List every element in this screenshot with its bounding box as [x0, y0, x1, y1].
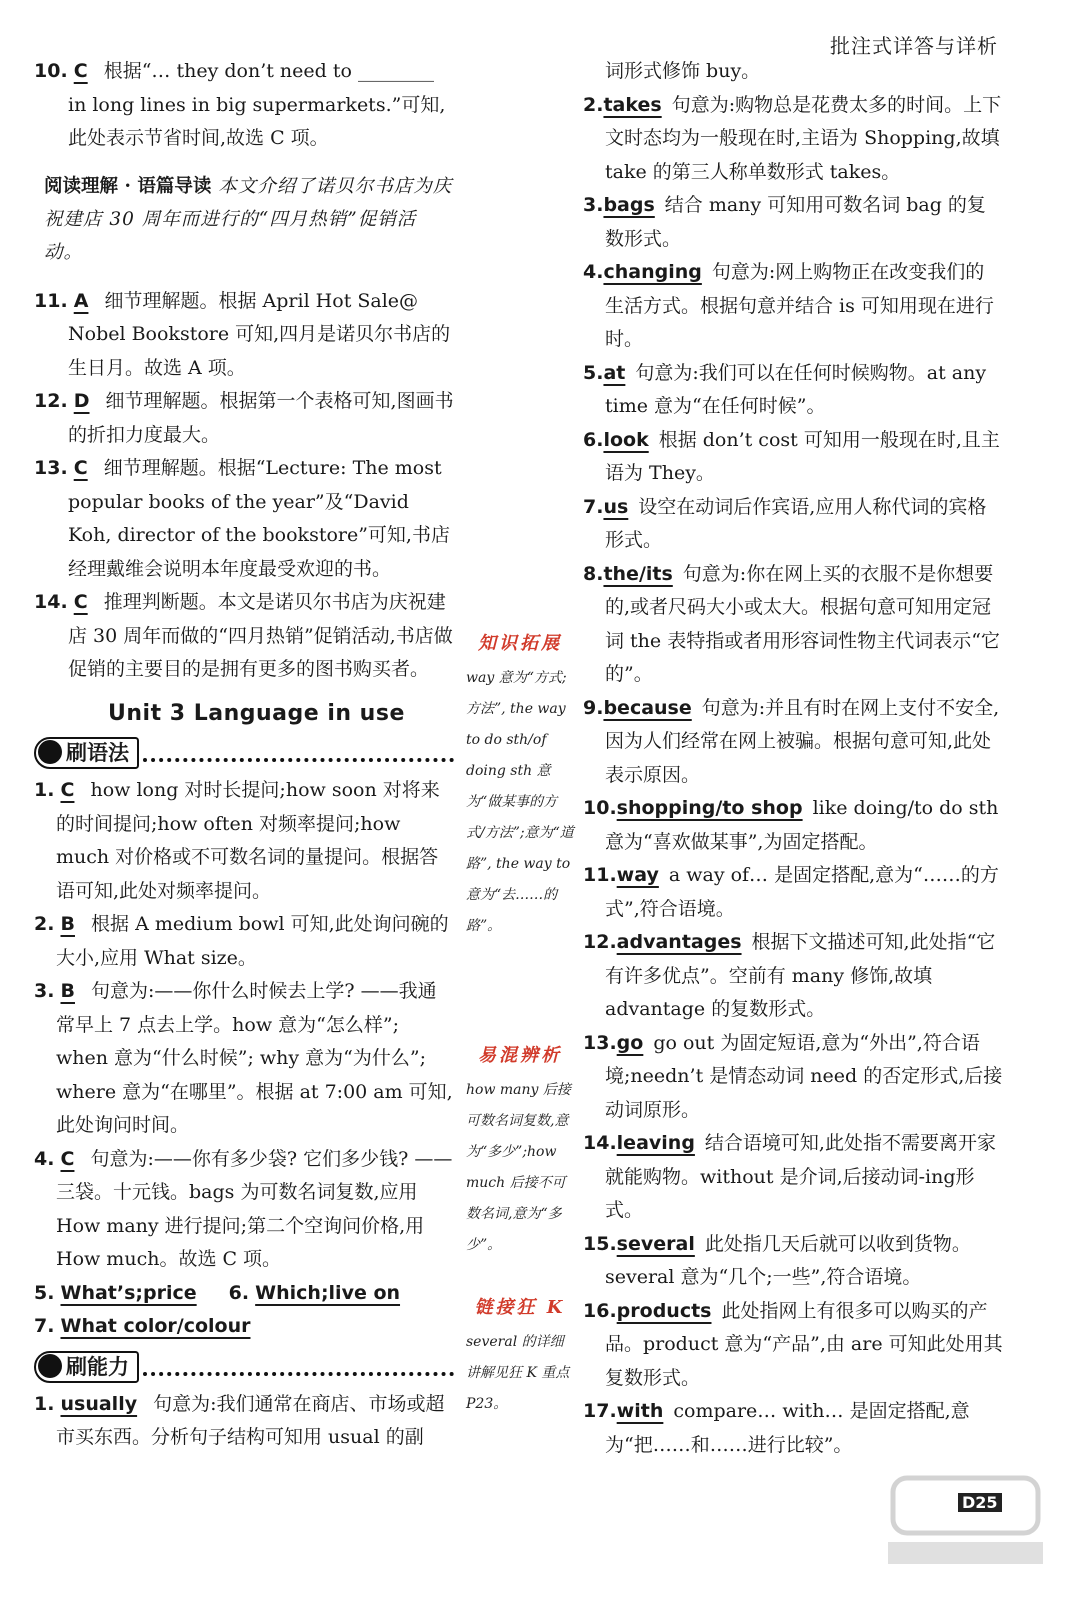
- item-explanation: how long 对时长提问;how soon 对将来的时间提问;how often 对频率提问;how much 对价格或不可数名词的量提问。根据答语可知,此处对频率提问。: [56, 779, 440, 902]
- unit-title: Unit 3 Language in use: [108, 700, 405, 726]
- item-answer: products: [616, 1299, 712, 1322]
- answer-item: [583, 558, 1003, 692]
- item-number: 1.: [34, 779, 55, 801]
- section-title: 刷语法: [66, 741, 129, 765]
- answer-item: [583, 89, 1003, 190]
- answer-item: [34, 908, 454, 975]
- item-number: 6.: [228, 1281, 250, 1304]
- answer-item: [583, 424, 1003, 491]
- answer-item: [583, 1395, 1003, 1462]
- answer-item: [34, 1277, 207, 1311]
- item-answer: D: [73, 390, 90, 412]
- answer-item: [583, 1127, 1003, 1228]
- item-explanation: 句意为:你在网上买的衣服不是你想要的,或者尺码大小或太大。根据句意可知用定冠词 the 表特指或者用形容词性物主代词表示“它的”。: [605, 562, 1000, 685]
- item-explanation: 句意为:——你有多少袋? 它们多少钱? ——三袋。十元钱。bags 为可数名词复数,应用 How many 进行提问;第二个空询问价格,用 How much。故选 C 项。: [56, 1147, 453, 1270]
- item-explanation: 根据“… they don’t need to ________ in long lines in big supermarkets.”可知,此处表示节省时间,故选 C 项。: [68, 60, 446, 149]
- brush-icon: [38, 740, 62, 764]
- section-badge: [34, 1351, 139, 1383]
- item-answer: shopping/to shop: [616, 797, 803, 819]
- section-header-grammar: [34, 736, 454, 770]
- answer-item: [229, 1277, 410, 1311]
- item-number: 9.: [583, 696, 604, 719]
- answer-item: [34, 385, 454, 452]
- item-number: 4.: [34, 1147, 55, 1170]
- passage-guide: [44, 170, 454, 269]
- item-number: 10.: [583, 797, 617, 819]
- item-answer: B: [60, 980, 75, 1002]
- item-number: 10.: [34, 60, 68, 82]
- answer-item: [34, 774, 454, 908]
- watermark-logo: [883, 1470, 1048, 1570]
- answer-item: [34, 1388, 454, 1455]
- item-answer: C: [73, 60, 88, 82]
- item-answer: B: [60, 913, 75, 935]
- item-answer: C: [73, 457, 88, 479]
- item-explanation: 根据 don’t cost 可知用一般现在时,且主语为 They。: [605, 428, 1000, 484]
- answer-item: [583, 1027, 1003, 1128]
- answer-item: [34, 452, 454, 586]
- item-explanation: like doing/to do sth 意为“喜欢做某事”,为固定搭配。: [605, 797, 999, 853]
- side-note-title: 易混辨析: [478, 1045, 562, 1066]
- item-explanation: 根据 A medium bowl 可知,此处询问碗的大小,应用 What size。: [56, 913, 449, 969]
- side-note-text: several 的详细讲解见狂 K 重点 P23。: [466, 1334, 570, 1412]
- item-number: 13.: [34, 457, 68, 479]
- item-answer: A: [73, 289, 89, 312]
- side-note-text: how many 后接可数名词复数,意为“多少”;how much 后接不可数名词,意为“多少”。: [466, 1082, 571, 1253]
- answer-item: [583, 1228, 1003, 1295]
- answer-item: [583, 1295, 1003, 1396]
- answer-item: [583, 792, 1003, 859]
- item-explanation: 根据下文描述可知,此处指“它有许多优点”。空前有 many 修饰,故填 advantage 的复数形式。: [605, 931, 996, 1020]
- dotted-rule: [143, 744, 454, 762]
- answer-item: [34, 55, 454, 156]
- item-answer: usually: [60, 1392, 138, 1415]
- item-explanation: 句意为:我们可以在任何时候购物。at any time 意为“在任何时候”。: [605, 361, 987, 417]
- section-header-ability: [34, 1350, 454, 1384]
- item-number: 14.: [34, 591, 68, 613]
- side-note-knowledge: [466, 628, 574, 942]
- answer-item: [583, 256, 1003, 357]
- answer-row: [34, 1277, 454, 1311]
- item-answer: What’s;price: [60, 1281, 197, 1304]
- item-answer: several: [616, 1232, 695, 1255]
- side-note-text: way 意为“方式;方法”, the way to do sth/of doing sth 意为“做某事的方式/方法”;意为“道路”, the way to 意为“去……的路”。: [466, 670, 574, 934]
- item-number: 5.: [583, 361, 604, 384]
- item-explanation: go out 为固定短语,意为“外出”,符合语境;needn’t 是情态动词 need 的否定形式,后接动词原形。: [605, 1031, 1003, 1121]
- item-number: 2.: [583, 93, 604, 116]
- item-explanation: 推理判断题。本文是诺贝尔书店为庆祝建店 30 周年而做的“四月热销”促销活动,书店做促销的主要目的是拥有更多的图书购买者。: [68, 591, 453, 680]
- item-answer: because: [603, 696, 692, 719]
- item-answer: look: [603, 428, 649, 451]
- item-answer: bags: [603, 194, 655, 216]
- item-explanation: 句意为:并且有时在网上支付不安全,因为人们经常在网上被骗。根据句意可知,此处表示原因。: [605, 696, 1000, 786]
- passage-label: 阅读理解 · 语篇导读: [44, 175, 212, 197]
- item-number: 7.: [34, 1315, 55, 1337]
- answer-item: [583, 926, 1003, 1027]
- item-number: 12.: [34, 390, 68, 412]
- section-title: 刷能力: [66, 1354, 129, 1379]
- item-number: 6.: [583, 428, 604, 451]
- item-answer: advantages: [616, 931, 742, 953]
- item-number: 1.: [34, 1392, 55, 1415]
- page-number: D25: [958, 1493, 1002, 1512]
- item-explanation: 结合语境可知,此处指不需要离开家就能购物。without 是介词,后接动词-ing形式。: [605, 1132, 996, 1221]
- side-note-link: [466, 1292, 574, 1420]
- item-explanation: 细节理解题。根据“Lecture: The most popular books of the year”及“David Koh, director of the bookstore”可知,书店经理戴维会说明本年度最受欢迎的书。: [68, 457, 450, 580]
- item-number: 16.: [583, 1299, 617, 1322]
- item-answer: changing: [603, 261, 702, 283]
- item-number: 7.: [583, 495, 604, 518]
- side-note-title: 链接狂 K: [474, 1297, 566, 1318]
- answer-item: [34, 1143, 454, 1277]
- item-answer: with: [616, 1400, 664, 1422]
- item-number: 12.: [583, 931, 617, 953]
- answer-item: [34, 285, 454, 386]
- item-explanation: compare… with… 是固定搭配,意为“把……和……进行比较”。: [605, 1400, 970, 1456]
- left-column: [34, 55, 454, 1455]
- item-number: 8.: [583, 562, 604, 585]
- side-note-title: 知识拓展: [478, 633, 562, 654]
- answer-item: [34, 586, 454, 687]
- answer-item: [583, 692, 1003, 793]
- item-number: 15.: [583, 1232, 617, 1255]
- item-answer: at: [603, 361, 626, 384]
- item-number: 4.: [583, 261, 604, 283]
- item-explanation: 细节理解题。根据第一个表格可知,图画书的折扣力度最大。: [68, 390, 454, 446]
- item-number: 3.: [583, 194, 604, 216]
- answer-item: [34, 975, 454, 1143]
- item-answer: takes: [603, 93, 662, 116]
- item-answer: way: [616, 864, 659, 886]
- side-note-confusion: [466, 1040, 574, 1261]
- item-explanation: 句意为:我们通常在商店、市场或超市买东西。分析句子结构可知用 usual 的副: [56, 1392, 445, 1448]
- brush-icon: [38, 1354, 62, 1378]
- item-explanation: 此处指网上有很多可以购买的产品。product 意为“产品”,由 are 可知此处用其复数形式。: [605, 1299, 1003, 1389]
- item-number: 11.: [34, 289, 68, 312]
- section-badge: [34, 737, 139, 769]
- item-number: 13.: [583, 1031, 617, 1054]
- item-answer: C: [73, 591, 88, 613]
- item-answer: the/its: [603, 562, 673, 585]
- item-answer: go: [616, 1031, 644, 1054]
- answer-item: [583, 357, 1003, 424]
- item-answer: Which;live on: [255, 1281, 401, 1304]
- right-column: [583, 55, 1003, 1462]
- item-answer: C: [60, 779, 75, 801]
- answer-item: [34, 1310, 454, 1344]
- answer-item: [583, 859, 1003, 926]
- item-explanation: 句意为:——你什么时候去上学? ——我通常早上 7 点去上学。how 意为“怎么样”; when 意为“什么时候”; why 意为“为什么”; where 意为“在哪里”。根据 at 7:00 am 可知,此处询问时间。: [56, 980, 453, 1136]
- item-number: 2.: [34, 913, 55, 935]
- item-number: 14.: [583, 1132, 617, 1154]
- item-number: 5.: [34, 1281, 55, 1304]
- item-number: 3.: [34, 980, 55, 1002]
- item-answer: C: [60, 1147, 75, 1170]
- answer-item: [583, 189, 1003, 256]
- dotted-rule: [143, 1358, 454, 1376]
- answer-item: [583, 491, 1003, 558]
- page-header: 批注式详答与详析: [830, 34, 998, 58]
- item-answer: leaving: [616, 1132, 695, 1154]
- item-explanation: 此处指几天后就可以收到货物。several 意为“几个;一些”,符合语境。: [605, 1232, 971, 1288]
- item-explanation: 句意为:购物总是花费太多的时间。上下文时态均为一般现在时,主语为 Shopping,故填 take 的第三人称单数形式 takes。: [605, 93, 1002, 183]
- item-explanation: 结合 many 可知用可数名词 bag 的复数形式。: [605, 194, 986, 250]
- item-answer: What color/colour: [60, 1315, 251, 1337]
- item-explanation-continued: 词形式修饰 buy。: [605, 60, 761, 82]
- item-answer: us: [603, 495, 629, 518]
- item-explanation: 细节理解题。根据 April Hot Sale@ Nobel Bookstore 可知,四月是诺贝尔书店的生日月。故选 A 项。: [68, 289, 451, 379]
- item-explanation: a way of… 是固定搭配,意为“……的方式”,符合语境。: [605, 864, 999, 920]
- passage-text: 本文介绍了诺贝尔书店为庆祝建店 30 周年而进行的“四月热销”促销活动。: [44, 175, 453, 263]
- item-explanation: 句意为:网上购物正在改变我们的生活方式。根据句意并结合 is 可知用现在进行时。: [605, 261, 994, 350]
- item-explanation: 设空在动词后作宾语,应用人称代词的宾格形式。: [605, 495, 987, 551]
- item-number: 11.: [583, 864, 617, 886]
- item-number: 17.: [583, 1400, 617, 1422]
